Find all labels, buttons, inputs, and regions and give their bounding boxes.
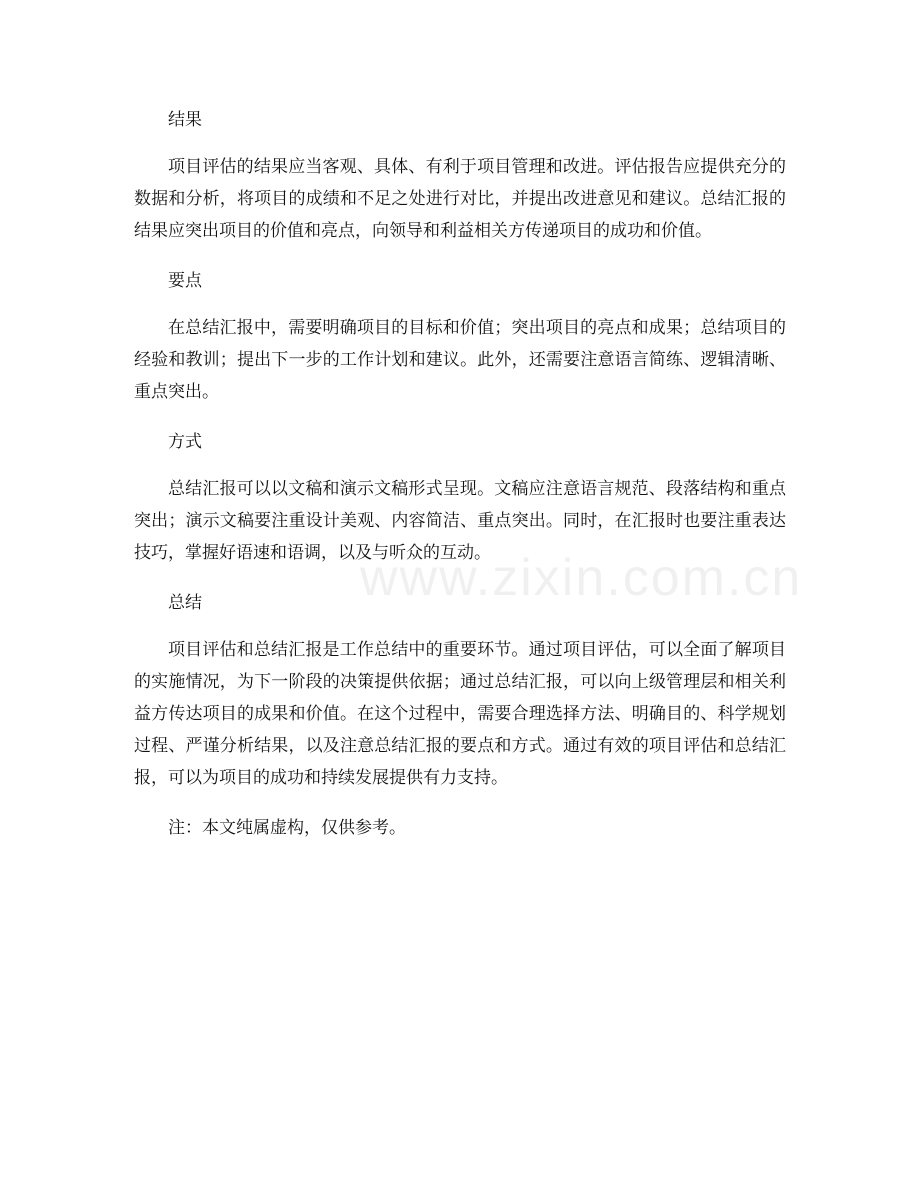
section-paragraph-key-points: 在总结汇报中，需要明确项目的目标和价值；突出项目的亮点和成果；总结项目的经验和教训；提出下一步的工作计划和建议。此外，还需要注意语言简练、逻辑清晰、重点突出。 [134,318,786,402]
section-paragraph-methods: 总结汇报可以以文稿和演示文稿形式呈现。文稿应注意语言规范、段落结构和重点突出；演示文稿要注重设计美观、内容简洁、重点突出。同时，在汇报时也要注重表达技巧，掌握好语速和语调，以及与听众的互动。 [134,479,786,563]
section-heading-methods: 方式 [168,432,202,452]
watermark-text: www.zixin.com.cn [360,549,803,607]
section-paragraph-results: 项目评估的结果应当客观、具体、有利于项目管理和改进。评估报告应提供充分的数据和分析，将项目的成绩和不足之处进行对比，并提出改进意见和建议。总结汇报的结果应突出项目的价值和亮点，向领导和利益相关方传递项目的成功和价值。 [134,157,786,241]
disclaimer-note: 注：本文纯属虚构，仅供参考。 [168,818,406,838]
section-heading-results: 结果 [168,110,202,130]
section-heading-summary: 总结 [168,593,202,613]
section-paragraph-summary: 项目评估和总结汇报是工作总结中的重要环节。通过项目评估，可以全面了解项目的实施情况，为下一阶段的决策提供依据；通过总结汇报，可以向上级管理层和相关利益方传达项目的成果和价值。在这个过程中，需要合理选择方法、明确目的、科学规划过程、严谨分析结果，以及注意总结汇报的要点和方式。通过有效的项目评估和总结汇报，可以为项目的成功和持续发展提供有力支持。 [134,640,786,788]
document-body [134,104,786,844]
section-heading-key-points: 要点 [168,271,202,291]
